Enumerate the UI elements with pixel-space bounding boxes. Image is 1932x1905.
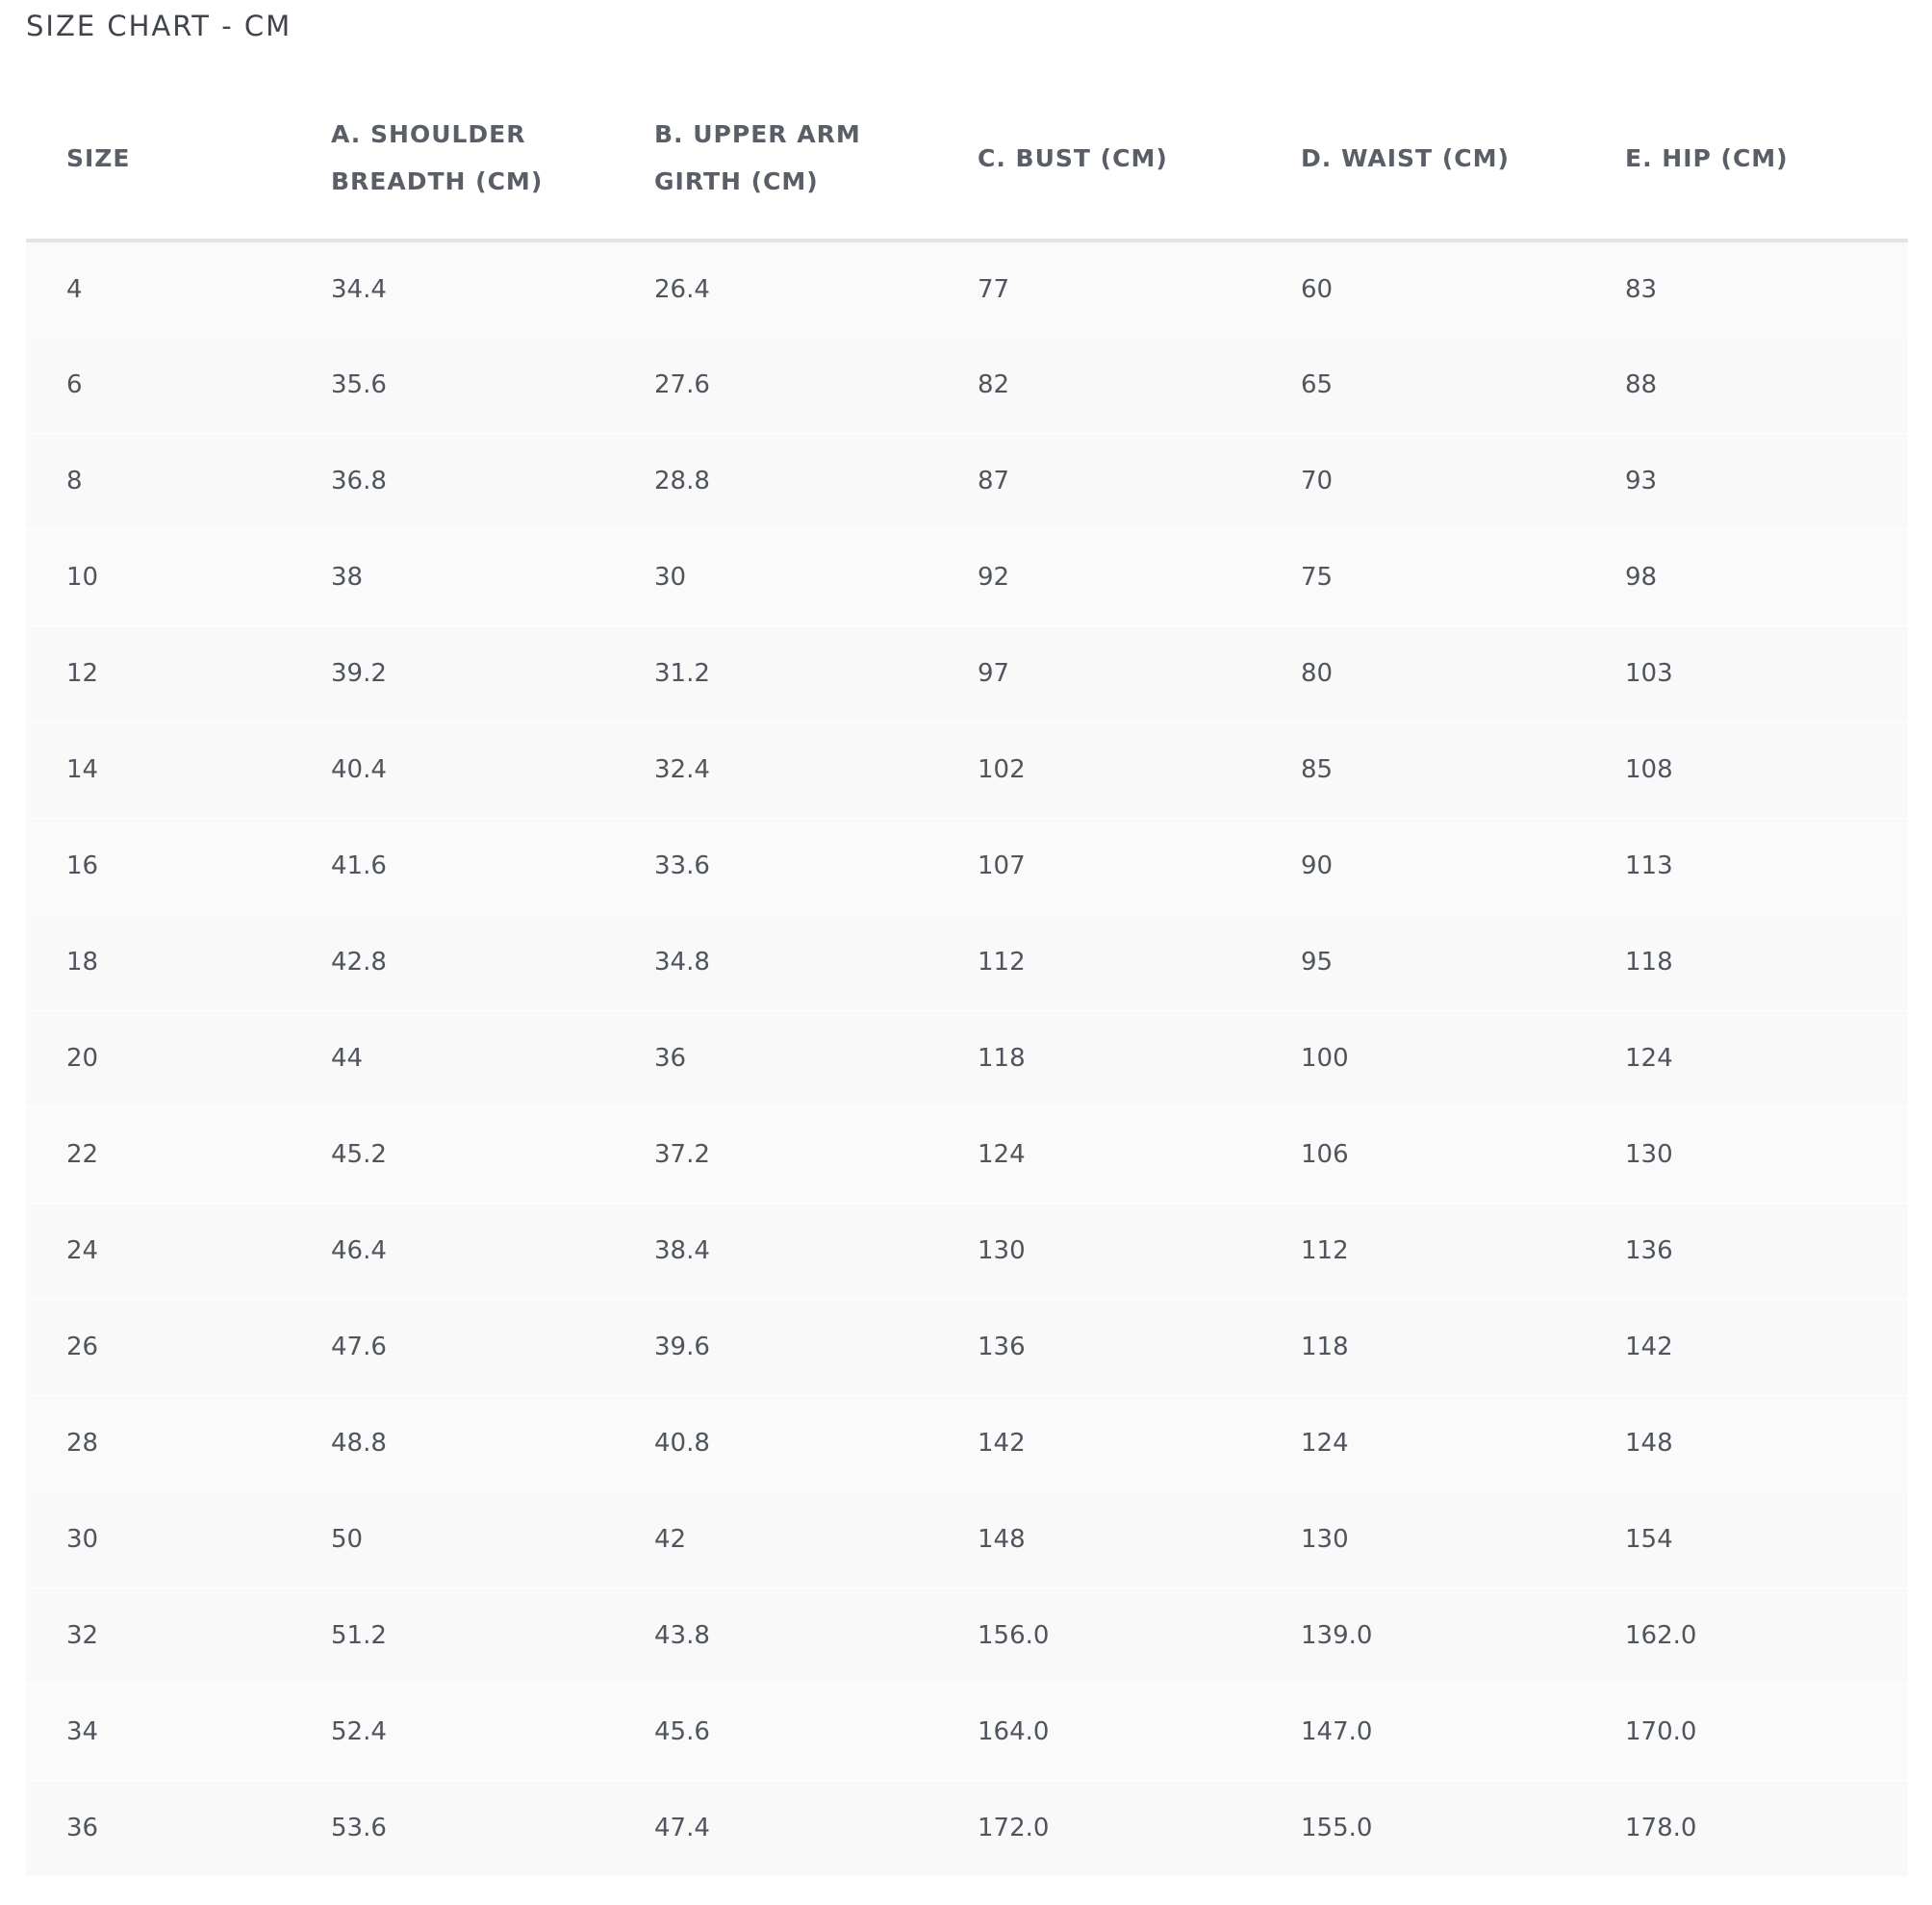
cell-hip: 162.0 [1585,1588,1908,1684]
cell-waist: 106 [1260,1106,1585,1203]
cell-waist: 112 [1260,1203,1585,1299]
cell-shoulder-breadth: 35.6 [291,337,614,433]
cell-waist: 147.0 [1260,1684,1585,1780]
cell-hip: 93 [1585,433,1908,529]
header-bust: C. BUST (CM) [937,77,1260,241]
cell-bust: 92 [937,529,1260,625]
cell-hip: 113 [1585,818,1908,914]
table-row [26,818,1908,914]
cell-shoulder-breadth: 34.4 [291,241,614,337]
cell-hip: 98 [1585,529,1908,625]
cell-size: 8 [26,433,291,529]
cell-upper-arm-girth: 28.8 [614,433,937,529]
cell-bust: 77 [937,241,1260,337]
cell-bust: 118 [937,1010,1260,1106]
cell-waist: 65 [1260,337,1585,433]
cell-shoulder-breadth: 44 [291,1010,614,1106]
cell-upper-arm-girth: 38.4 [614,1203,937,1299]
cell-bust: 164.0 [937,1684,1260,1780]
table-row [26,722,1908,818]
cell-size: 30 [26,1491,291,1588]
cell-waist: 124 [1260,1395,1585,1491]
cell-hip: 124 [1585,1010,1908,1106]
cell-size: 24 [26,1203,291,1299]
cell-shoulder-breadth: 42.8 [291,914,614,1010]
cell-upper-arm-girth: 32.4 [614,722,937,818]
cell-upper-arm-girth: 40.8 [614,1395,937,1491]
cell-bust: 156.0 [937,1588,1260,1684]
cell-waist: 155.0 [1260,1780,1585,1876]
table-row [26,1106,1908,1203]
header-hip: E. HIP (CM) [1585,77,1908,241]
cell-shoulder-breadth: 45.2 [291,1106,614,1203]
cell-hip: 88 [1585,337,1908,433]
cell-hip: 148 [1585,1395,1908,1491]
cell-size: 10 [26,529,291,625]
cell-shoulder-breadth: 53.6 [291,1780,614,1876]
cell-size: 34 [26,1684,291,1780]
cell-size: 18 [26,914,291,1010]
cell-size: 22 [26,1106,291,1203]
cell-shoulder-breadth: 46.4 [291,1203,614,1299]
cell-shoulder-breadth: 36.8 [291,433,614,529]
size-chart-table [26,77,1908,1877]
cell-upper-arm-girth: 45.6 [614,1684,937,1780]
table-body [26,241,1908,1876]
cell-shoulder-breadth: 50 [291,1491,614,1588]
cell-bust: 107 [937,818,1260,914]
cell-bust: 112 [937,914,1260,1010]
cell-waist: 60 [1260,241,1585,337]
page-title: SIZE CHART - CM [26,10,292,42]
cell-size: 6 [26,337,291,433]
cell-shoulder-breadth: 47.6 [291,1299,614,1395]
cell-waist: 70 [1260,433,1585,529]
cell-size: 26 [26,1299,291,1395]
cell-upper-arm-girth: 42 [614,1491,937,1588]
cell-upper-arm-girth: 33.6 [614,818,937,914]
table-row [26,529,1908,625]
table-row [26,1684,1908,1780]
cell-waist: 130 [1260,1491,1585,1588]
table-row [26,433,1908,529]
cell-hip: 83 [1585,241,1908,337]
cell-shoulder-breadth: 39.2 [291,625,614,722]
cell-hip: 178.0 [1585,1780,1908,1876]
cell-bust: 97 [937,625,1260,722]
cell-upper-arm-girth: 34.8 [614,914,937,1010]
cell-upper-arm-girth: 47.4 [614,1780,937,1876]
table-row [26,1010,1908,1106]
cell-size: 36 [26,1780,291,1876]
cell-waist: 118 [1260,1299,1585,1395]
cell-upper-arm-girth: 27.6 [614,337,937,433]
cell-waist: 90 [1260,818,1585,914]
cell-waist: 75 [1260,529,1585,625]
cell-upper-arm-girth: 31.2 [614,625,937,722]
cell-size: 16 [26,818,291,914]
cell-bust: 148 [937,1491,1260,1588]
cell-waist: 85 [1260,722,1585,818]
cell-bust: 136 [937,1299,1260,1395]
cell-size: 14 [26,722,291,818]
header-size: SIZE [26,77,291,241]
cell-size: 28 [26,1395,291,1491]
cell-size: 20 [26,1010,291,1106]
cell-upper-arm-girth: 37.2 [614,1106,937,1203]
table-row [26,337,1908,433]
table-row [26,1395,1908,1491]
cell-hip: 130 [1585,1106,1908,1203]
table-row [26,241,1908,337]
cell-bust: 172.0 [937,1780,1260,1876]
header-waist: D. WAIST (CM) [1260,77,1585,241]
cell-hip: 103 [1585,625,1908,722]
cell-hip: 170.0 [1585,1684,1908,1780]
cell-upper-arm-girth: 30 [614,529,937,625]
cell-shoulder-breadth: 52.4 [291,1684,614,1780]
table-row [26,914,1908,1010]
cell-waist: 80 [1260,625,1585,722]
cell-shoulder-breadth: 41.6 [291,818,614,914]
cell-size: 4 [26,241,291,337]
cell-hip: 154 [1585,1491,1908,1588]
cell-upper-arm-girth: 36 [614,1010,937,1106]
cell-hip: 142 [1585,1299,1908,1395]
table-header [26,77,1908,241]
table-row [26,1299,1908,1395]
cell-waist: 100 [1260,1010,1585,1106]
table-row [26,1588,1908,1684]
cell-bust: 82 [937,337,1260,433]
cell-bust: 124 [937,1106,1260,1203]
cell-bust: 142 [937,1395,1260,1491]
cell-upper-arm-girth: 43.8 [614,1588,937,1684]
cell-upper-arm-girth: 39.6 [614,1299,937,1395]
table-row [26,625,1908,722]
header-row [26,77,1908,241]
cell-shoulder-breadth: 38 [291,529,614,625]
cell-shoulder-breadth: 51.2 [291,1588,614,1684]
cell-waist: 139.0 [1260,1588,1585,1684]
cell-shoulder-breadth: 48.8 [291,1395,614,1491]
cell-hip: 136 [1585,1203,1908,1299]
cell-bust: 130 [937,1203,1260,1299]
cell-bust: 87 [937,433,1260,529]
cell-shoulder-breadth: 40.4 [291,722,614,818]
header-upper-arm-girth: B. UPPER ARM GIRTH (CM) [614,77,937,241]
cell-hip: 118 [1585,914,1908,1010]
cell-size: 12 [26,625,291,722]
table-row [26,1780,1908,1876]
cell-hip: 108 [1585,722,1908,818]
cell-waist: 95 [1260,914,1585,1010]
table-row [26,1491,1908,1588]
table-row [26,1203,1908,1299]
header-shoulder-breadth: A. SHOULDER BREADTH (CM) [291,77,614,241]
cell-upper-arm-girth: 26.4 [614,241,937,337]
cell-bust: 102 [937,722,1260,818]
cell-size: 32 [26,1588,291,1684]
